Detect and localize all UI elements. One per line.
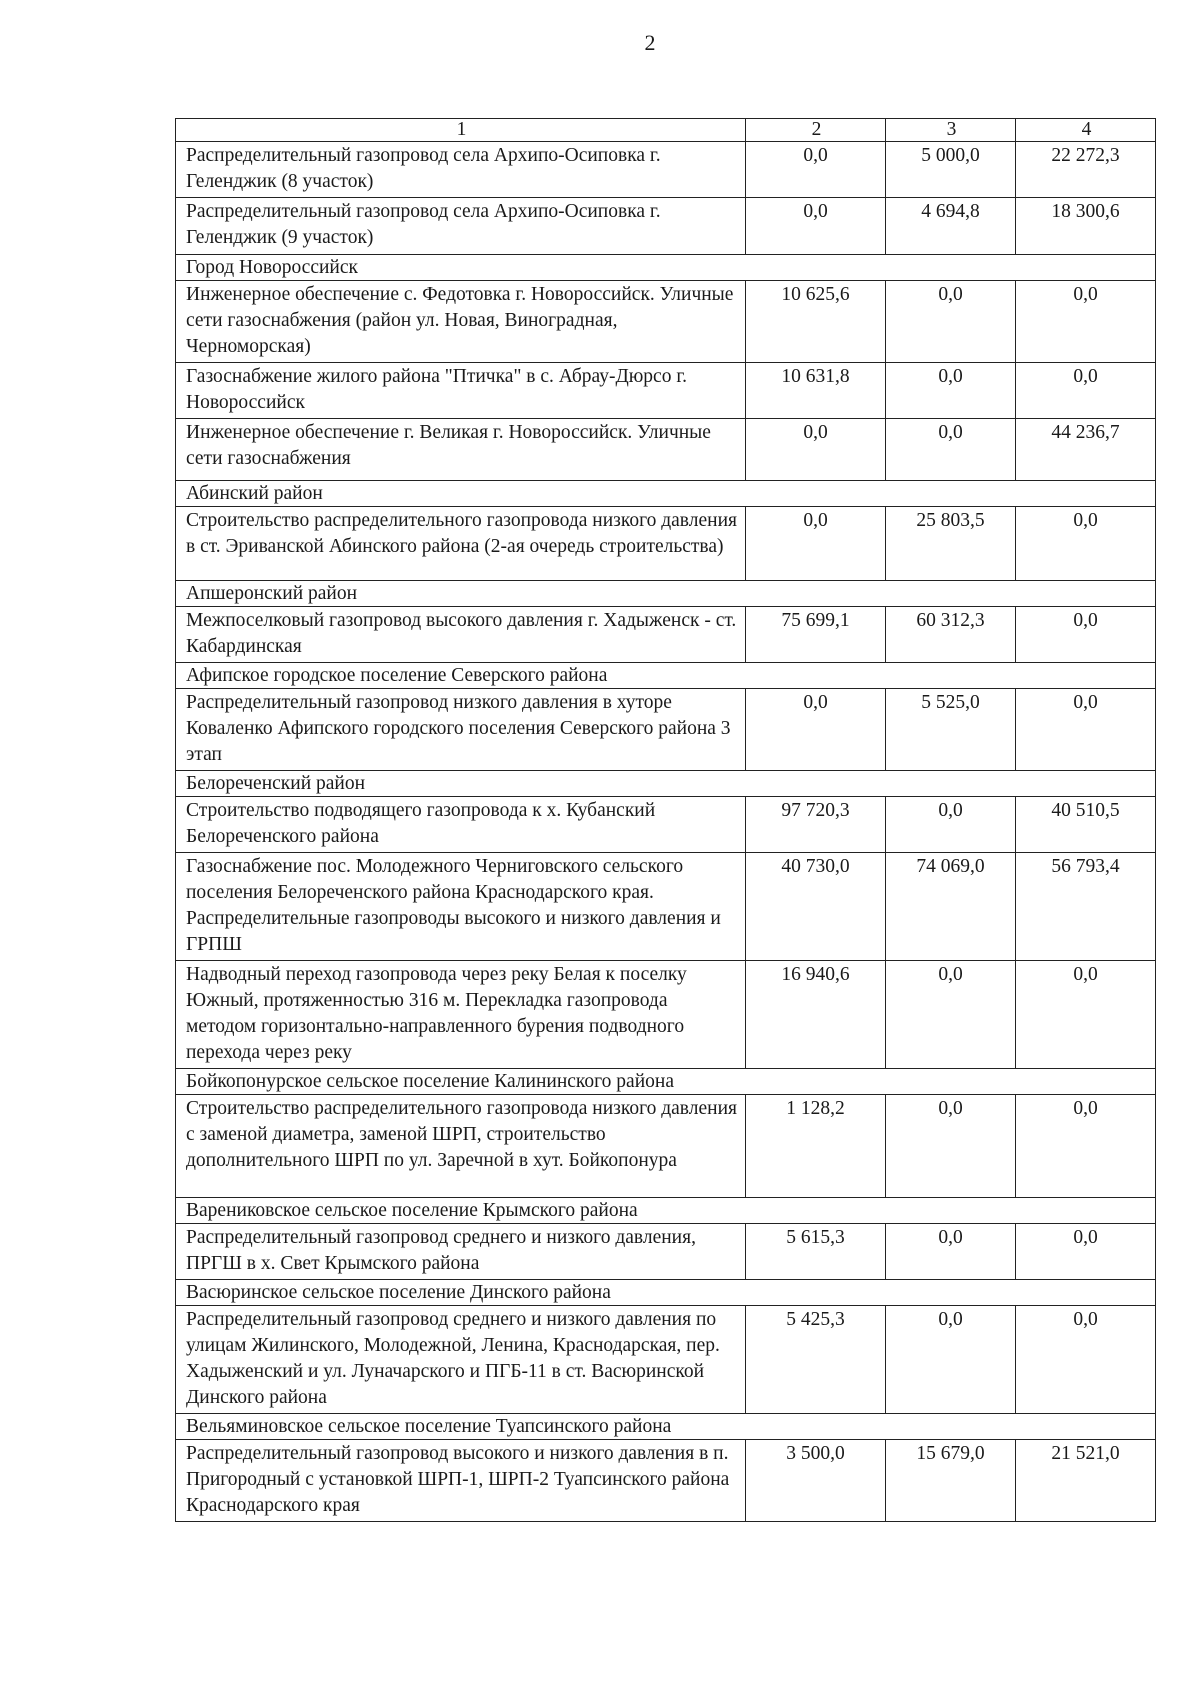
- table-row: [176, 607, 1156, 663]
- table-row: [176, 797, 1156, 853]
- value-cell-col2: 0,0: [746, 689, 886, 771]
- value-cell-col3: 0,0: [886, 1306, 1016, 1414]
- item-name-cell: Газоснабжение пос. Молодежного Черниговского сельского поселения Белореченского района Краснодарского края. Распределительные газопроводы высокого и низкого давления и ГРПШ: [176, 853, 746, 961]
- value-cell-col2: 5 615,3: [746, 1224, 886, 1280]
- item-name-cell: Распределительный газопровод среднего и низкого давления по улицам Жилинского, Молодежной, Ленина, Краснодарская, пер. Хадыженский и ул. Луначарского и ПГБ-11 в ст. Васюринской Динского района: [176, 1306, 746, 1414]
- table-row: [176, 1306, 1156, 1414]
- table-row: [176, 853, 1156, 961]
- value-cell-col4: 0,0: [1016, 507, 1156, 581]
- page-number: 2: [644, 30, 656, 55]
- value-cell-col4: 40 510,5: [1016, 797, 1156, 853]
- group-title: Афипское городское поселение Северского района: [176, 663, 1156, 689]
- item-name-cell: Газоснабжение жилого района "Птичка" в с. Абрау-Дюрсо г. Новороссийск: [176, 363, 746, 419]
- value-cell-col2: 40 730,0: [746, 853, 886, 961]
- group-row: [176, 1069, 1156, 1095]
- value-cell-col2: 5 425,3: [746, 1306, 886, 1414]
- table-row: [176, 1224, 1156, 1280]
- table-row: [176, 363, 1156, 419]
- value-cell-col3: 5 000,0: [886, 142, 1016, 198]
- header-cell-4: 4: [1016, 119, 1156, 142]
- group-title: Бойкопонурское сельское поселение Калининского района: [176, 1069, 1156, 1095]
- item-name-cell: Распределительный газопровод среднего и низкого давления, ПРГШ в х. Свет Крымского района: [176, 1224, 746, 1280]
- item-name-cell: Строительство распределительного газопровода низкого давления с заменой диаметра, заменой ШРП, строительство дополнительного ШРП по ул. Заречной в хут. Бойкопонура: [176, 1095, 746, 1198]
- value-cell-col3: 15 679,0: [886, 1440, 1016, 1522]
- header-cell-1: 1: [176, 119, 746, 142]
- value-cell-col2: 10 625,6: [746, 281, 886, 363]
- table-row: [176, 419, 1156, 481]
- item-name-cell: Распределительный газопровод села Архипо-Осиповка г. Геленджик (9 участок): [176, 198, 746, 255]
- value-cell-col3: 0,0: [886, 281, 1016, 363]
- group-title: Город Новороссийск: [176, 255, 1156, 281]
- value-cell-col4: 0,0: [1016, 961, 1156, 1069]
- value-cell-col4: 0,0: [1016, 1095, 1156, 1198]
- item-name-cell: Строительство подводящего газопровода к х. Кубанский Белореченского района: [176, 797, 746, 853]
- value-cell-col3: 0,0: [886, 363, 1016, 419]
- item-name-cell: Распределительный газопровод высокого и низкого давления в п. Пригородный с установкой ШРП-1, ШРП-2 Туапсинского района Краснодарского края: [176, 1440, 746, 1522]
- value-cell-col3: 0,0: [886, 961, 1016, 1069]
- group-title: Вельяминовское сельское поселение Туапсинского района: [176, 1414, 1156, 1440]
- value-cell-col4: 0,0: [1016, 281, 1156, 363]
- value-cell-col2: 3 500,0: [746, 1440, 886, 1522]
- value-cell-col2: 1 128,2: [746, 1095, 886, 1198]
- table-row: [176, 142, 1156, 198]
- value-cell-col4: 0,0: [1016, 1306, 1156, 1414]
- item-name-cell: Инженерное обеспечение г. Великая г. Новороссийск. Уличные сети газоснабжения: [176, 419, 746, 481]
- item-name-cell: Распределительный газопровод села Архипо-Осиповка г. Геленджик (8 участок): [176, 142, 746, 198]
- item-name-cell: Инженерное обеспечение с. Федотовка г. Новороссийск. Уличные сети газоснабжения (район ул. Новая, Виноградная, Черноморская): [176, 281, 746, 363]
- value-cell-col3: 0,0: [886, 797, 1016, 853]
- data-table: [175, 118, 1156, 1522]
- value-cell-col3: 5 525,0: [886, 689, 1016, 771]
- group-row: [176, 1198, 1156, 1224]
- value-cell-col2: 0,0: [746, 419, 886, 481]
- value-cell-col3: 0,0: [886, 1095, 1016, 1198]
- value-cell-col4: 22 272,3: [1016, 142, 1156, 198]
- value-cell-col4: 21 521,0: [1016, 1440, 1156, 1522]
- table-row: [176, 281, 1156, 363]
- value-cell-col3: 25 803,5: [886, 507, 1016, 581]
- value-cell-col2: 0,0: [746, 198, 886, 255]
- table-row: [176, 1440, 1156, 1522]
- group-row: [176, 255, 1156, 281]
- value-cell-col3: 74 069,0: [886, 853, 1016, 961]
- value-cell-col4: 44 236,7: [1016, 419, 1156, 481]
- value-cell-col2: 75 699,1: [746, 607, 886, 663]
- value-cell-col4: 0,0: [1016, 363, 1156, 419]
- value-cell-col3: 0,0: [886, 1224, 1016, 1280]
- group-row: [176, 1414, 1156, 1440]
- group-title: Белореченский район: [176, 771, 1156, 797]
- group-row: [176, 663, 1156, 689]
- value-cell-col2: 0,0: [746, 507, 886, 581]
- table-row: [176, 507, 1156, 581]
- item-name-cell: Надводный переход газопровода через реку Белая к поселку Южный, протяженностью 316 м. Перекладка газопровода методом горизонтально-направленного бурения подводного перехода через реку: [176, 961, 746, 1069]
- value-cell-col2: 10 631,8: [746, 363, 886, 419]
- value-cell-col3: 60 312,3: [886, 607, 1016, 663]
- value-cell-col2: 97 720,3: [746, 797, 886, 853]
- value-cell-col4: 0,0: [1016, 1224, 1156, 1280]
- group-title: Васюринское сельское поселение Динского района: [176, 1280, 1156, 1306]
- group-title: Апшеронский район: [176, 581, 1156, 607]
- group-title: Варениковское сельское поселение Крымского района: [176, 1198, 1156, 1224]
- header-cell-3: 3: [886, 119, 1016, 142]
- item-name-cell: Строительство распределительного газопровода низкого давления в ст. Эриванской Абинского района (2-ая очередь строительства): [176, 507, 746, 581]
- group-title: Абинский район: [176, 481, 1156, 507]
- value-cell-col3: 0,0: [886, 419, 1016, 481]
- group-row: [176, 481, 1156, 507]
- item-name-cell: Межпоселковый газопровод высокого давления г. Хадыженск - ст. Кабардинская: [176, 607, 746, 663]
- value-cell-col4: 0,0: [1016, 689, 1156, 771]
- header-cell-2: 2: [746, 119, 886, 142]
- value-cell-col3: 4 694,8: [886, 198, 1016, 255]
- value-cell-col2: 16 940,6: [746, 961, 886, 1069]
- value-cell-col2: 0,0: [746, 142, 886, 198]
- value-cell-col4: 18 300,6: [1016, 198, 1156, 255]
- table-row: [176, 689, 1156, 771]
- table-row: [176, 1095, 1156, 1198]
- group-row: [176, 771, 1156, 797]
- value-cell-col4: 0,0: [1016, 607, 1156, 663]
- table-row: [176, 198, 1156, 255]
- item-name-cell: Распределительный газопровод низкого давления в хуторе Коваленко Афипского городского поселения Северского района 3 этап: [176, 689, 746, 771]
- table-body: [176, 119, 1156, 1522]
- table-header-row: [176, 119, 1156, 142]
- value-cell-col4: 56 793,4: [1016, 853, 1156, 961]
- group-row: [176, 581, 1156, 607]
- group-row: [176, 1280, 1156, 1306]
- table-row: [176, 961, 1156, 1069]
